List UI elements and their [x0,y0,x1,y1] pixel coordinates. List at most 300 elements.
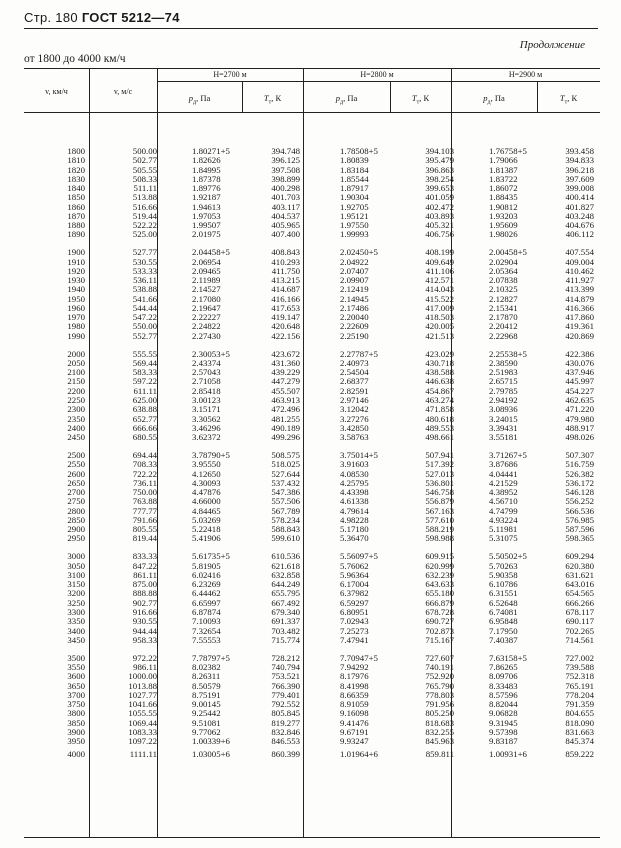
cell-pressure-2800: 1.90304 [340,192,369,203]
cell-speed-kmh: 3900 [67,726,85,737]
cell-pressure-2900: 1.81387 [489,164,518,175]
cell-temp-2900: 410.462 [565,265,594,276]
cell-speed-ms: 611.11 [133,385,157,396]
cell-speed-kmh: 3400 [67,625,85,636]
table-row [24,737,600,746]
cell-speed-kmh: 3600 [67,671,85,682]
cell-speed-ms: 888.88 [132,588,157,599]
cell-temp-2800: 517.392 [425,459,454,470]
cell-speed-ms: 525.00 [132,229,157,240]
cell-speed-kmh: 1950 [67,293,85,304]
cell-pressure-2900: 9.57398 [489,726,518,737]
cell-pressure-2700: 1.87378 [192,173,221,184]
cell-pressure-2700: 2.09465 [192,265,221,276]
cell-pressure-2700: 7.10093 [192,616,221,627]
cell-pressure-2700: 2.19647 [192,302,221,313]
cell-speed-ms: 819.44 [132,533,157,544]
cell-speed-kmh: 3650 [67,680,85,691]
col-header-pressure: $p_д$, Па [188,93,211,106]
cell-pressure-2700: 2.14527 [192,284,221,295]
cell-speed-kmh: 3950 [67,736,85,747]
col-header-pressure: $p_д$, Па [335,93,358,106]
cell-temp-2700: 518.025 [271,459,300,470]
cell-speed-kmh: 2100 [67,367,85,378]
cell-pressure-2900: 7.40387 [489,634,518,645]
row-group [24,248,600,341]
cell-temp-2700: 405.965 [271,220,300,231]
cell-temp-2700: 439.229 [271,367,300,378]
cell-pressure-2800: 8.66359 [340,689,369,700]
cell-pressure-2900: 1.00931+6 [489,749,527,759]
cell-speed-kmh: 2550 [67,459,85,470]
cell-speed-kmh: 3500 [67,652,85,663]
cell-temp-2900: 739.588 [565,661,594,672]
cell-speed-kmh: 1820 [67,164,85,175]
cell-temp-2700: 403.117 [271,201,300,212]
cell-pressure-2900: 5.31075 [489,533,518,544]
cell-speed-ms: 500.00 [132,146,157,156]
cell-temp-2700: 401.703 [271,192,300,203]
cell-temp-2800: 403.893 [425,210,454,221]
cell-speed-kmh: 2950 [67,533,85,544]
cell-speed-kmh: 1860 [67,201,85,212]
cell-pressure-2900: 8.09706 [489,671,518,682]
cell-temp-2800: 818.683 [425,717,454,728]
cell-pressure-2700: 5.22418 [192,524,221,535]
cell-pressure-2800: 5.76062 [340,560,369,571]
cell-speed-kmh: 1870 [67,210,85,221]
cell-pressure-2800: 5.17180 [340,524,369,535]
cell-temp-2800: 655.180 [425,588,454,599]
cell-pressure-2800: 2.25190 [340,330,369,341]
cell-pressure-2700: 7.55553 [192,634,221,645]
cell-pressure-2900: 4.93224 [489,514,518,525]
cell-speed-kmh: 1800 [67,146,85,156]
cell-speed-ms: 536.11 [133,275,157,286]
cell-pressure-2700: 2.85418 [192,385,221,396]
cell-temp-2700: 779.401 [271,689,300,700]
cell-temp-2700: 455.507 [271,385,300,396]
cell-temp-2700: 416.166 [271,293,300,304]
cell-temp-2800: 412.571 [425,275,454,286]
cell-temp-2800: 832.255 [425,726,454,737]
cell-speed-kmh: 2500 [67,450,85,461]
cell-speed-kmh: 2200 [67,385,85,396]
cell-temp-2700: 728.212 [271,652,300,663]
cell-temp-2900: 804.655 [565,708,594,719]
cell-temp-2900: 516.759 [565,459,594,470]
cell-speed-kmh: 2850 [67,514,85,525]
cell-pressure-2800: 6.17004 [340,579,369,590]
cell-pressure-2800: 3.42850 [340,422,369,433]
cell-speed-ms: 569.44 [132,357,157,368]
cell-speed-ms: 1000.00 [128,671,157,682]
cell-temp-2700: 610.536 [271,551,300,562]
cell-pressure-2900: 2.25538+5 [489,348,527,359]
cell-temp-2900: 479.980 [565,413,594,424]
cell-pressure-2800: 9.16098 [340,708,369,719]
cell-temp-2900: 403.248 [565,210,594,221]
cell-pressure-2700: 2.30053+5 [192,348,230,359]
cell-speed-ms: 511.11 [133,183,157,194]
cell-temp-2900: 566.536 [565,505,594,516]
cell-temp-2900: 420.869 [565,330,594,341]
table-row [24,534,600,543]
cell-speed-ms: 638.88 [132,404,157,415]
cell-speed-kmh: 1850 [67,192,85,203]
table-row [24,433,600,442]
cell-speed-ms: 861.11 [133,569,157,580]
col-header-temperature: $T_т$, К [411,93,430,106]
cell-speed-ms: 516.66 [132,201,157,212]
cell-temp-2900: 714.561 [565,634,594,645]
cell-speed-kmh: 3800 [67,708,85,719]
cell-temp-2700: 846.553 [271,736,300,747]
cell-temp-2700: 832.846 [271,726,300,737]
cell-pressure-2800: 2.68377 [340,376,369,387]
cell-speed-kmh: 2000 [67,348,85,359]
cell-temp-2900: 690.117 [565,616,594,627]
cell-temp-2700: 396.125 [271,155,300,166]
cell-pressure-2900: 2.07838 [489,275,518,286]
cell-pressure-2800: 8.17976 [340,671,369,682]
cell-temp-2900: 859.222 [565,749,594,759]
cell-speed-kmh: 1940 [67,284,85,295]
cell-temp-2900: 409.004 [565,256,594,267]
cell-speed-kmh: 3250 [67,597,85,608]
cell-pressure-2900: 2.02904 [489,256,518,267]
group-header-2700: H=2700 м [213,70,247,79]
row-group [24,654,600,747]
cell-speed-ms: 522.22 [132,220,157,231]
cell-pressure-2900: 3.24015 [489,413,518,424]
cell-speed-kmh: 3450 [67,634,85,645]
cell-speed-ms: 736.11 [133,477,157,488]
cell-temp-2700: 527.644 [271,468,300,479]
cell-speed-ms: 875.00 [132,579,157,590]
cell-temp-2700: 404.537 [271,210,300,221]
cell-pressure-2900: 5.70263 [489,560,518,571]
cell-speed-kmh: 1970 [67,312,85,323]
cell-speed-ms: 519.44 [132,210,157,221]
cell-speed-ms: 902.77 [132,597,157,608]
cell-speed-kmh: 1880 [67,220,85,231]
cell-temp-2800: 588.219 [425,524,454,535]
cell-pressure-2800: 6.80951 [340,606,369,617]
cell-temp-2800: 678.728 [425,606,454,617]
continued-label: Продолжение [519,39,585,51]
cell-pressure-2900: 6.10786 [489,579,518,590]
cell-pressure-2900: 5.90358 [489,569,518,580]
cell-temp-2800: 546.758 [425,487,454,498]
cell-pressure-2700: 9.51081 [192,717,221,728]
cell-speed-ms: 1055.55 [128,708,157,719]
cell-temp-2800: 406.756 [425,229,454,240]
cell-temp-2800: 598.988 [425,533,454,544]
cell-pressure-2900: 6.74081 [489,606,518,617]
cell-speed-ms: 750.00 [132,487,157,498]
cell-pressure-2700: 2.04458+5 [192,247,230,258]
cell-pressure-2700: 2.71058 [192,376,221,387]
cell-speed-kmh: 1910 [67,256,85,267]
cell-pressure-2800: 4.98228 [340,514,369,525]
cell-temp-2800: 463.274 [425,395,454,406]
cell-pressure-2900: 7.86265 [489,661,518,672]
cell-speed-kmh: 2900 [67,524,85,535]
cell-pressure-2700: 1.92187 [192,192,221,203]
cell-temp-2900: 393.458 [565,146,594,156]
header-bottom-rule [24,112,600,113]
cell-temp-2900: 417.860 [565,312,594,323]
cell-pressure-2900: 2.79785 [489,385,518,396]
cell-pressure-2900: 1.95609 [489,220,518,231]
cell-temp-2900: 401.827 [565,201,594,212]
cell-temp-2700: 407.400 [271,229,300,240]
cell-pressure-2800: 3.27276 [340,413,369,424]
cell-pressure-2800: 8.41998 [340,680,369,691]
cell-pressure-2700: 3.15171 [192,404,221,415]
cell-speed-ms: 972.22 [132,652,157,663]
cell-temp-2700: 463.913 [271,395,300,406]
cell-temp-2900: 702.265 [565,625,594,636]
cell-speed-ms: 1111.11 [129,749,157,759]
cell-pressure-2800: 2.97146 [340,395,369,406]
cell-speed-ms: 1097.22 [128,736,157,747]
cell-temp-2700: 557.506 [271,496,300,507]
cell-speed-kmh: 2650 [67,477,85,488]
cell-temp-2800: 409.649 [425,256,454,267]
cell-temp-2800: 401.059 [425,192,454,203]
cell-pressure-2800: 4.43398 [340,487,369,498]
cell-pressure-2700: 2.01975 [192,229,221,240]
cell-temp-2900: 536.172 [565,477,594,488]
cell-temp-2700: 715.774 [271,634,300,645]
cell-pressure-2700: 3.78790+5 [192,450,230,461]
col-header-pressure: $p_д$, Па [483,93,505,106]
cell-pressure-2900: 1.93203 [489,210,518,221]
cell-pressure-2800: 2.12419 [340,284,369,295]
cell-pressure-2800: 7.47941 [340,634,369,645]
cell-speed-kmh: 2600 [67,468,85,479]
cell-pressure-2700: 3.62372 [192,432,221,443]
cell-pressure-2700: 2.11989 [192,275,221,286]
cell-temp-2700: 499.296 [271,432,300,443]
cell-speed-ms: 694.44 [132,450,157,461]
cell-pressure-2800: 1.87917 [340,183,369,194]
cell-pressure-2900: 2.00458+5 [489,247,527,258]
cell-speed-ms: 708.33 [132,459,157,470]
cell-pressure-2700: 2.24822 [192,321,221,332]
cell-temp-2900: 546.128 [565,487,594,498]
cell-pressure-2700: 8.50579 [192,680,221,691]
cell-pressure-2900: 2.65715 [489,376,518,387]
cell-temp-2900: 845.374 [565,736,594,747]
row-group [24,350,600,443]
cell-pressure-2800: 2.17486 [340,302,369,313]
cell-temp-2700: 420.648 [271,321,300,332]
cell-pressure-2800: 5.56097+5 [340,551,378,562]
cell-pressure-2900: 1.98026 [489,229,518,240]
cell-speed-ms: 547.22 [132,312,157,323]
cell-temp-2700: 547.386 [271,487,300,498]
col-header-v-kmh: v, км/ч [45,87,68,96]
table-row [24,332,600,341]
cell-temp-2700: 400.298 [271,183,300,194]
cell-speed-ms: 1041.66 [128,699,157,710]
cell-pressure-2900: 4.56710 [489,496,518,507]
cell-temp-2900: 778.204 [565,689,594,700]
cell-temp-2800: 556.879 [425,496,454,507]
cell-pressure-2700: 5.61735+5 [192,551,230,562]
cell-pressure-2700: 4.12650 [192,468,221,479]
cell-temp-2800: 845.963 [425,736,454,747]
cell-pressure-2900: 6.31551 [489,588,518,599]
cell-temp-2900: 678.117 [565,606,594,617]
cell-speed-ms: 502.77 [132,155,157,166]
cell-temp-2800: 609.915 [425,551,454,562]
cell-speed-ms: 805.55 [132,524,157,535]
cell-pressure-2700: 1.84995 [192,164,221,175]
cell-pressure-2800: 9.93247 [340,736,369,747]
cell-temp-2800: 527.013 [425,468,454,479]
cell-temp-2800: 418.503 [425,312,454,323]
cell-speed-kmh: 3300 [67,606,85,617]
cell-pressure-2800: 1.97550 [340,220,369,231]
cell-pressure-2700: 4.30093 [192,477,221,488]
cell-pressure-2700: 1.94613 [192,201,221,212]
cell-pressure-2900: 3.55181 [489,432,518,443]
cell-speed-ms: 916.66 [132,606,157,617]
cell-speed-kmh: 3850 [67,717,85,728]
cell-pressure-2900: 6.52648 [489,597,518,608]
cell-temp-2800: 417.009 [425,302,454,313]
cell-temp-2700: 578.234 [271,514,300,525]
cell-speed-kmh: 3000 [67,551,85,562]
cell-temp-2900: 471.220 [565,404,594,415]
group-header-rule [157,81,600,82]
cell-temp-2800: 715.167 [425,634,454,645]
cell-pressure-2700: 9.00145 [192,699,221,710]
row-group [24,147,600,240]
row-group [24,552,600,645]
cell-speed-ms: 722.22 [132,468,157,479]
cell-pressure-2900: 9.06828 [489,708,518,719]
cell-speed-ms: 508.33 [132,173,157,184]
cell-temp-2700: 414.687 [271,284,300,295]
cell-pressure-2700: 6.23269 [192,579,221,590]
cell-pressure-2700: 7.78797+5 [192,652,230,663]
cell-speed-ms: 1083.33 [128,726,157,737]
cell-temp-2700: 644.249 [271,579,300,590]
cell-speed-kmh: 2400 [67,422,85,433]
cell-pressure-2700: 1.82626 [192,155,221,166]
cell-pressure-2800: 1.99993 [340,229,369,240]
cell-temp-2700: 740.794 [271,661,300,672]
cell-speed-ms: 544.44 [132,302,157,313]
cell-pressure-2800: 2.54504 [340,367,369,378]
cell-pressure-2800: 3.91603 [340,459,369,470]
cell-temp-2700: 621.618 [271,560,300,571]
cell-temp-2700: 419.147 [271,312,300,323]
cell-temp-2800: 498.661 [425,432,454,443]
cell-pressure-2700: 4.66000 [192,496,221,507]
cell-temp-2900: 765.191 [565,680,594,691]
cell-pressure-2800: 3.75014+5 [340,450,378,461]
cell-temp-2900: 454.227 [565,385,594,396]
cell-pressure-2700: 2.27430 [192,330,221,341]
cell-temp-2800: 398.254 [425,173,454,184]
cell-temp-2700: 490.189 [271,422,300,433]
cell-temp-2900: 396.218 [565,164,594,175]
cell-temp-2800: 805.250 [425,708,454,719]
cell-pressure-2800: 2.02450+5 [340,247,378,258]
cell-temp-2800: 438.588 [425,367,454,378]
cell-temp-2900: 430.076 [565,357,594,368]
cell-temp-2900: 445.997 [565,376,594,387]
cell-speed-ms: 930.55 [132,616,157,627]
col-header-temperature: $T_т$, К [559,93,578,106]
cell-temp-2800: 395.479 [425,155,454,166]
cell-pressure-2800: 2.14945 [340,293,369,304]
cell-temp-2800: 752.920 [425,671,454,682]
cell-temp-2800: 399.653 [425,183,454,194]
cell-temp-2700: 679.340 [271,606,300,617]
cell-pressure-2800: 1.85544 [340,173,369,184]
cell-speed-ms: 597.22 [132,376,157,387]
cell-speed-kmh: 1830 [67,173,85,184]
cell-temp-2800: 480.618 [425,413,454,424]
cell-speed-ms: 538.88 [132,284,157,295]
cell-pressure-2900: 2.10325 [489,284,518,295]
cell-temp-2700: 431.360 [271,357,300,368]
cell-speed-kmh: 2050 [67,357,85,368]
cell-pressure-2800: 9.41476 [340,717,369,728]
cell-speed-kmh: 3350 [67,616,85,627]
cell-pressure-2700: 8.75191 [192,689,221,700]
cell-speed-ms: 652.77 [132,413,157,424]
cell-temp-2700: 398.899 [271,173,300,184]
cell-temp-2900: 437.946 [565,367,594,378]
cell-temp-2900: 556.252 [565,496,594,507]
cell-speed-kmh: 2700 [67,487,85,498]
cell-pressure-2700: 4.47876 [192,487,221,498]
cell-temp-2800: 414.043 [425,284,454,295]
cell-speed-kmh: 3100 [67,569,85,580]
cell-temp-2700: 792.552 [271,699,300,710]
cell-pressure-2900: 1.88435 [489,192,518,203]
cell-temp-2900: 620.380 [565,560,594,571]
cell-pressure-2900: 1.79066 [489,155,518,166]
cell-speed-kmh: 2750 [67,496,85,507]
cell-speed-kmh: 2350 [67,413,85,424]
cell-pressure-2900: 3.08936 [489,404,518,415]
cell-speed-ms: 555.55 [132,348,157,359]
cell-temp-2900: 413.399 [565,284,594,295]
cell-pressure-2700: 2.17080 [192,293,221,304]
cell-pressure-2900: 4.21529 [489,477,518,488]
cell-temp-2900: 576.985 [565,514,594,525]
cell-speed-ms: 680.55 [132,432,157,443]
cell-pressure-2900: 4.38952 [489,487,518,498]
cell-speed-ms: 513.88 [132,192,157,203]
cell-temp-2700: 447.279 [271,376,300,387]
cell-pressure-2900: 2.15341 [489,302,518,313]
cell-pressure-2700: 6.44462 [192,588,221,599]
cell-pressure-2900: 3.39431 [489,422,518,433]
cell-temp-2700: 423.672 [271,348,300,359]
cell-speed-ms: 533.33 [132,265,157,276]
cell-temp-2900: 752.318 [565,671,594,682]
